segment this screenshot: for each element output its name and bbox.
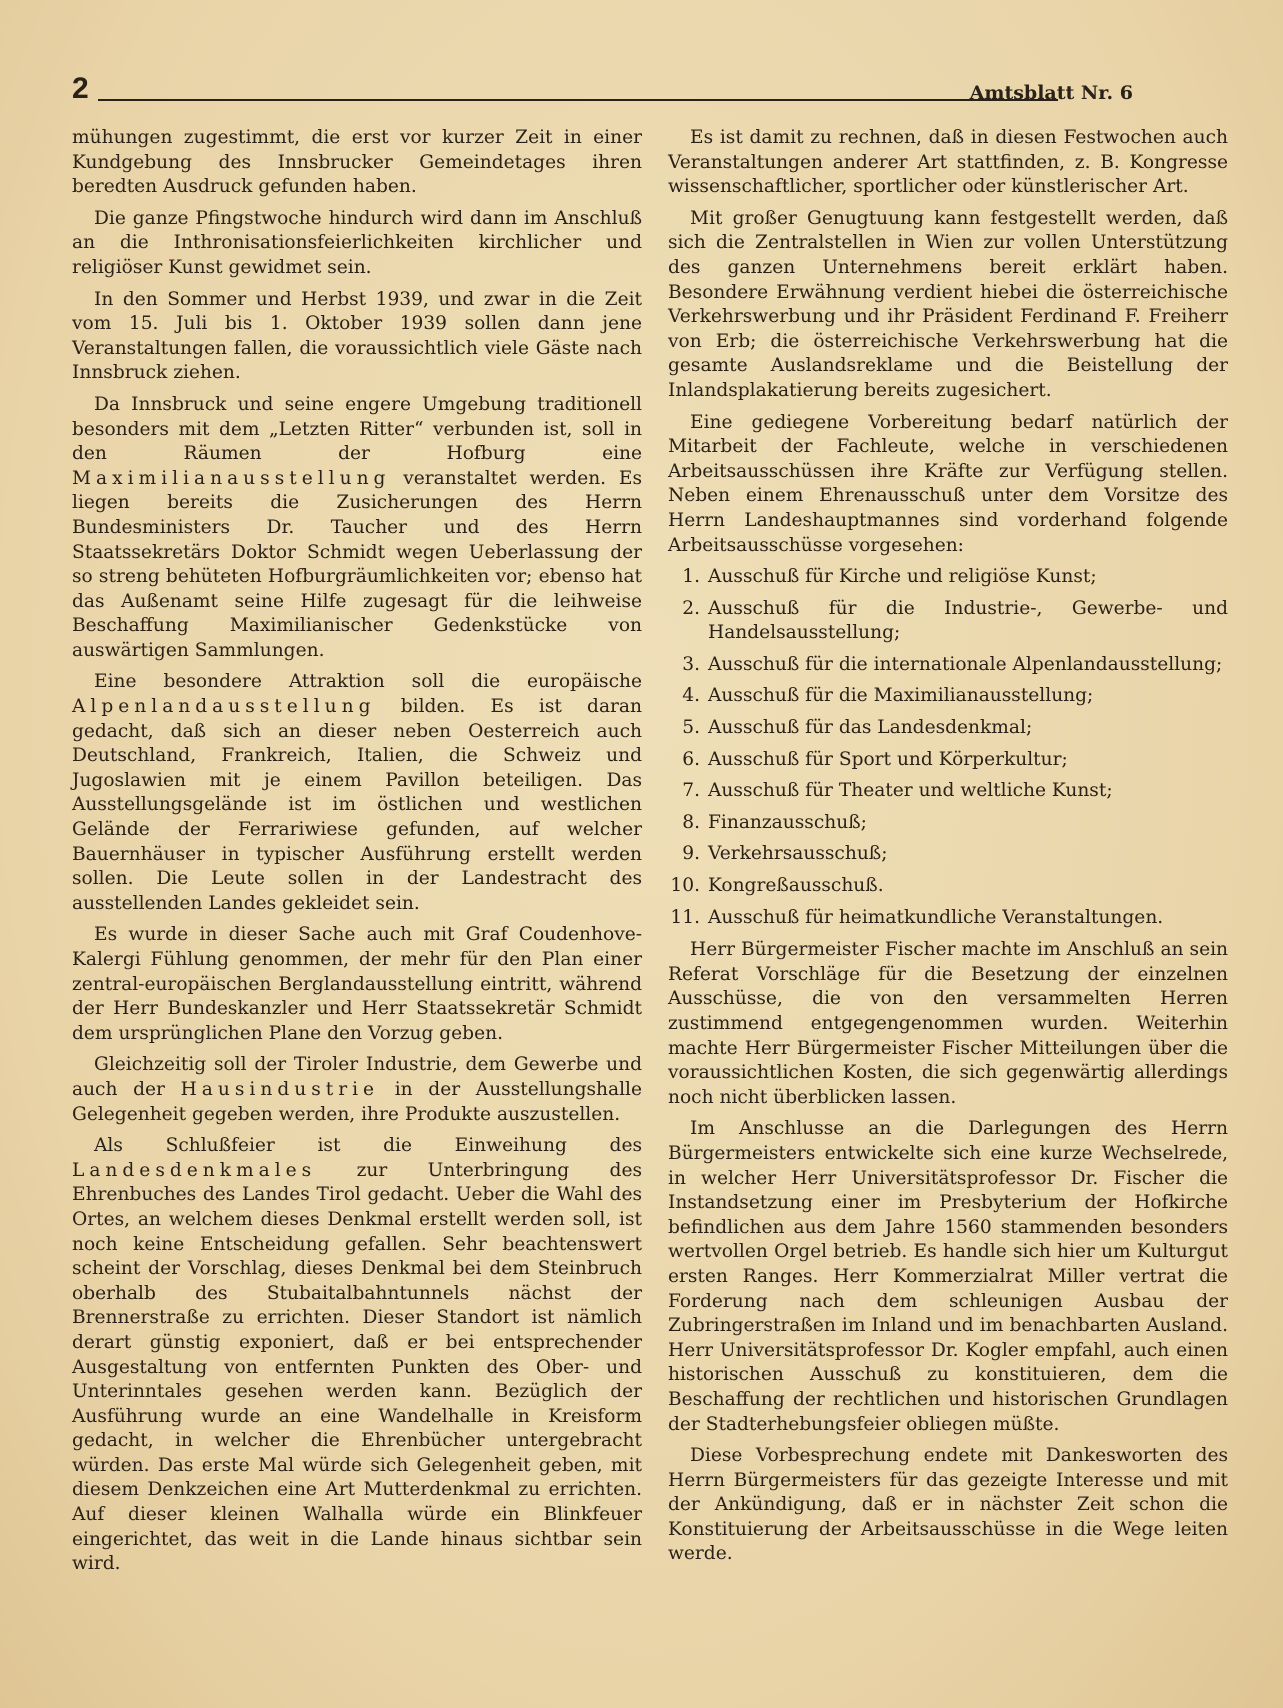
text: Als Schlußfeier ist die Einweihung des <box>94 1135 642 1157</box>
paragraph: Herr Bürgermeister Fischer machte im Anschluß an sein Referat Vorschläge für die Besetzung der einzelnen Ausschüsse, die von den versammelten Herren zustimmend entgegengenommen wurden. Weiterhin machte Herr Bürgermeister Fischer Mitteilungen über die voraussichtlichen Kosten, die sich gegenwärtig allerdings noch nicht überblicken lassen. <box>668 939 1228 1108</box>
header-rule <box>98 99 1058 101</box>
spaced-term: Hausindustrie <box>180 1078 380 1100</box>
spaced-term: Landesdenkmales <box>72 1159 317 1181</box>
text: Da Innsbruck und seine engere Umgebung traditionell besonders mit dem „Letzten Ritter“ verbunden ist, soll in den Räumen der Hofburg eine <box>72 393 642 465</box>
item-text: Verkehrsausschuß; <box>708 843 888 865</box>
committee-item <box>668 565 1228 590</box>
committee-item <box>668 906 1228 931</box>
paragraph: Es wurde in dieser Sache auch mit Graf Coudenhove-Kalergi Fühlung genommen, der mehr für den Plan einer zentral-europäischen Berglandausstellung eintritt, während der Herr Bundeskanzler und Herr Staatssekretär Schmidt dem ursprünglichen Plane den Vorzug geben. <box>72 924 642 1044</box>
item-number: 6. <box>682 748 700 770</box>
item-text: Ausschuß für heimatkundliche Veranstaltungen. <box>708 906 1164 928</box>
paragraph: Mit großer Genugtuung kann festgestellt werden, daß sich die Zentralstellen in Wien zur vollen Unterstützung des ganzen Unternehmens bereit erklärt haben. Besondere Erwähnung verdient hiebei die österreichische Verkehrswerbung und ihr Präsident Ferdinand F. Freiherr von Erb; die österreichische Verkehrswerbung hat die gesamte Auslandsreklame und die Beistellung der Inlandsplakatierung bereits zugesichert. <box>668 207 1228 401</box>
item-number: 1. <box>682 566 700 588</box>
item-text: Ausschuß für Theater und weltliche Kunst; <box>708 780 1113 802</box>
item-text: Kongreßausschuß. <box>708 875 884 897</box>
text: in der Ausstellungshalle Gelegenheit gegeben werden, ihre Produkte auszustellen. <box>72 1078 642 1125</box>
text: zur Unterbringung des Ehrenbuches des Landes Tirol gedacht. Ueber die Wahl des Ortes, an welchem dieses Denkmal erstellt werden soll, ist noch keine Entscheidung gefallen. Sehr beachtenswert scheint der Vorschlag, dieses Denkmal bei dem Steinbruch oberhalb des Stubaitalbahntunnels nächst der Brennerstraße zu errichten. Dieser Standort ist nämlich derart günstig exponiert, daß er bei entsprechender Ausgestaltung von entfernten Punkten des Ober- und Unterinntales gesehen werden kann. Bezüglich der Ausführung wurde an eine Wandelhalle in Kreisform gedacht, in welcher die Ehrenbücher untergebracht würden. Das erste Mal würde sich Gelegenheit geben, mit diesem Denkzeichen eine Art Mutterdenkmal zu errichten. Auf dieser kleinen Walhalla würde ein Blinkfeuer eingerichtet, das weit in die Lande hinaus sichtbar sein wird. <box>72 1159 642 1575</box>
committee-item <box>668 716 1228 741</box>
item-number: 5. <box>682 717 700 739</box>
item-number: 2. <box>682 597 700 619</box>
committee-item <box>668 842 1228 867</box>
text: veranstaltet werden. Es liegen bereits die Zusicherungen des Herrn Bundesministers Dr. Taucher und des Herrn Staatssekretärs Doktor Schmidt wegen Ueberlassung der so streng behüteten Hofburgräumlichkeiten vor; ebenso hat das Außenamt seine Hilfe zugesagt für die leihweise Beschaffung Maximilianischer Gedenkstücke von auswärtigen Sammlungen. <box>72 467 642 661</box>
left-column <box>72 126 642 1584</box>
item-text: Ausschuß für das Landesdenkmal; <box>708 717 1033 739</box>
paragraph: mühungen zugestimmt, die erst vor kurzer Zeit in einer Kundgebung des Innsbrucker Gemeindetages ihren beredten Ausdruck gefunden haben. <box>72 127 642 198</box>
paragraph: In den Sommer und Herbst 1939, und zwar in die Zeit vom 15. Juli bis 1. Oktober 1939 sollen dann jene Veranstaltungen fallen, die voraussichtlich viele Gäste nach Innsbruck ziehen. <box>72 288 642 384</box>
item-text: Ausschuß für Sport und Körperkultur; <box>708 748 1068 770</box>
paragraph: Diese Vorbesprechung endete mit Dankesworten des Herrn Bürgermeisters für das gezeigte Interesse und mit der Ankündigung, daß er in nächster Zeit schon die Konstituierung der Arbeitsausschüsse in die Wege leiten werde. <box>668 1445 1228 1565</box>
text: bilden. Es ist daran gedacht, daß sich an dieser neben Oesterreich auch Deutschland, Frankreich, Italien, die Schweiz und Jugoslawien mit je einem Pavillon beteiligen. Das Ausstellungsgelände ist im östlichen und westlichen Gelände der Ferrariwiese gefunden, auf welcher Bauernhäuser in typischer Ausführung erstellt werden sollen. Die Leute sollen in der Landestracht des ausstellenden Landes gekleidet sein. <box>72 696 642 914</box>
item-number: 11. <box>670 906 700 928</box>
item-text: Finanzausschuß; <box>708 811 867 833</box>
paragraph: Es ist damit zu rechnen, daß in diesen Festwochen auch Veranstaltungen anderer Art stattfinden, z. B. Kongresse wissenschaftlicher, sportlicher oder künstlerischer Art. <box>668 127 1228 198</box>
item-number: 4. <box>682 685 700 707</box>
item-text: Ausschuß für Kirche und religiöse Kunst; <box>708 566 1097 588</box>
item-number: 10. <box>670 875 700 897</box>
committee-item <box>668 811 1228 836</box>
committee-item <box>668 597 1228 646</box>
right-column <box>668 126 1228 1574</box>
page-number: 2 <box>72 72 89 105</box>
item-number: 7. <box>682 780 700 802</box>
paragraph <box>72 1053 642 1127</box>
committee-item <box>668 874 1228 899</box>
item-text: Ausschuß für die Industrie-, Gewerbe- und Handelsausstellung; <box>708 597 1228 644</box>
item-number: 8. <box>682 811 700 833</box>
paragraph: Eine gediegene Vorbereitung bedarf natürlich der Mitarbeit der Fachleute, welche in verschiedenen Arbeitsausschüssen ihre Kräfte zur Verfügung stellen. Neben einem Ehrenausschuß unter dem Vorsitze des Herrn Landeshauptmannes sind vorderhand folgende Arbeitsausschüsse vorgesehen: <box>668 411 1228 556</box>
committee-list <box>668 565 1228 930</box>
item-text: Ausschuß für die Maximilianausstellung; <box>708 685 1094 707</box>
spaced-term: Alpenlandausstellung <box>72 696 376 718</box>
paragraph <box>72 670 642 916</box>
committee-item <box>668 653 1228 678</box>
paragraph: Die ganze Pfingstwoche hindurch wird dann im Anschluß an die Inthronisationsfeierlichkeiten kirchlicher und religiöser Kunst gewidmet sein. <box>72 207 642 278</box>
running-title: Amtsblatt Nr. 6 <box>969 82 1133 104</box>
item-number: 9. <box>682 843 700 865</box>
text: Eine besondere Attraktion soll die europäische <box>94 671 642 693</box>
spaced-term: Maximilianausstellung <box>72 467 391 489</box>
committee-item <box>668 684 1228 709</box>
paragraph <box>72 1134 642 1577</box>
item-number: 3. <box>682 653 700 675</box>
committee-item <box>668 779 1228 804</box>
paragraph <box>72 393 642 664</box>
committee-item <box>668 748 1228 773</box>
text: Gleichzeitig soll der Tiroler Industrie, dem Gewerbe und auch der <box>72 1054 642 1100</box>
paragraph: Im Anschlusse an die Darlegungen des Herrn Bürgermeisters entwickelte sich eine kurze Wechselrede, in welcher Herr Universitätsprofessor Dr. Fischer die Instandsetzung einer im Presbyterium der Hofkirche befindlichen aus dem Jahre 1560 stammenden besonders wertvollen Orgel betrieb. Es handle sich hier um Kulturgut ersten Ranges. Herr Kommerzialrat Miller vertrat die Forderung nach dem schleunigen Ausbau der Zubringerstraßen im Inland und im benachbarten Ausland. Herr Universitätsprofessor Dr. Kogler empfahl, auch einen historischen Ausschuß zu konstituieren, dem die Beschaffung der rechtlichen und historischen Grundlagen der Stadterhebungsfeier obliegen müßte. <box>668 1118 1228 1435</box>
item-text: Ausschuß für die internationale Alpenlandausstellung; <box>708 653 1223 675</box>
